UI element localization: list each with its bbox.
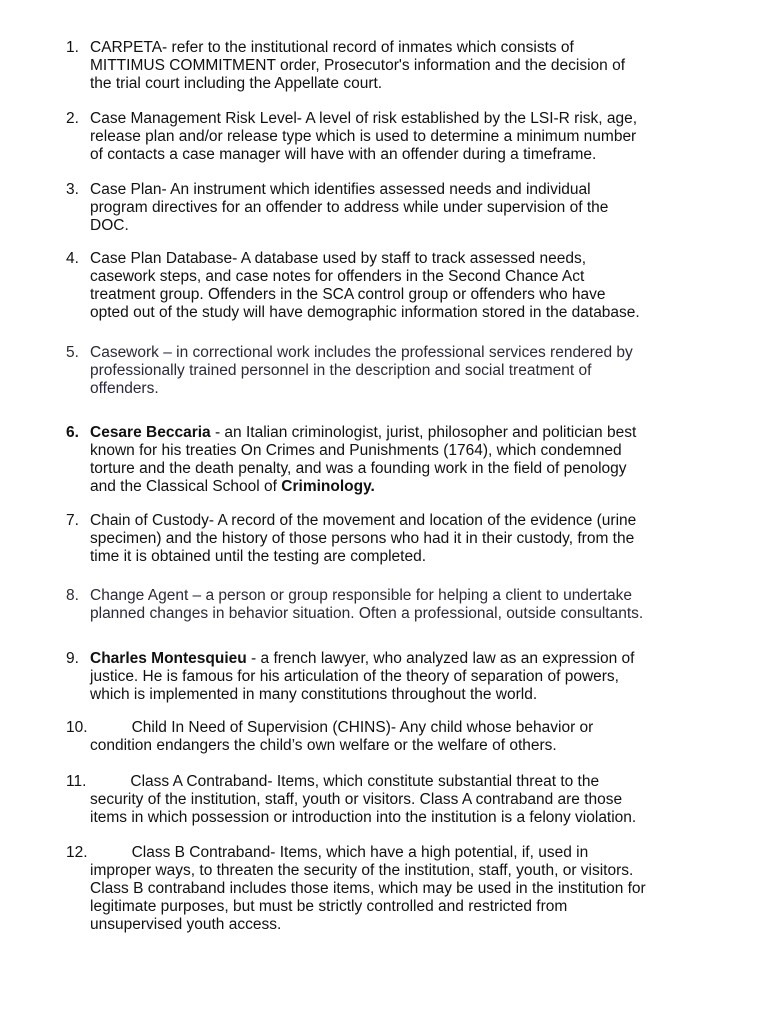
text-line: [90, 650, 734, 668]
list-item: [66, 650, 734, 704]
text-line: program directives for an offender to address while under supervision of the: [90, 199, 609, 216]
text-line: planned changes in behavior situation. Often a professional, outside consultants.: [90, 605, 644, 622]
text-line: Change Agent – a person or group responsible for helping a client to undertake: [90, 587, 633, 604]
text-line: professionally trained personnel in the description and social treatment of: [90, 362, 592, 379]
text-line: Casework – in correctional work includes the professional services rendered by: [90, 344, 633, 361]
text-line: casework steps, and case notes for offenders in the Second Chance Act: [90, 268, 585, 285]
definition-text: and the Classical School of: [90, 478, 282, 495]
item-text: [90, 39, 734, 93]
text-line: justice. He is famous for his articulation of the theory of separation of powers,: [90, 668, 619, 685]
item-number: 3.: [66, 181, 79, 198]
item-number: 7.: [66, 512, 79, 529]
bold-term: Criminology.: [281, 478, 375, 495]
text-line: unsupervised youth access.: [90, 916, 282, 933]
list-item: [66, 773, 734, 827]
list-item: [66, 39, 734, 93]
text-line: condition endangers the child’s own welfare or the welfare of others.: [90, 737, 557, 754]
definition-text: Class B Contraband- Items, which have a high potential, if, used in: [131, 844, 589, 861]
list-item: [66, 110, 734, 164]
text-line: CARPETA- refer to the institutional record of inmates which consists of: [90, 39, 574, 56]
item-text: [90, 512, 734, 566]
text-line: torture and the death penalty, and was a founding work in the field of penology: [90, 460, 627, 477]
definition-text: - an Italian criminologist, jurist, philosopher and politician best: [210, 424, 637, 441]
text-line: MITTIMUS COMMITMENT order, Prosecutor's information and the decision of: [90, 57, 626, 74]
item-text: [90, 181, 734, 235]
text-line: [90, 478, 734, 496]
text-line: Class B contraband includes those items, which may be used in the institution for: [90, 880, 646, 897]
text-line: Case Plan- An instrument which identifies assessed needs and individual: [90, 181, 591, 198]
text-line: [66, 719, 734, 737]
text-line: which is implemented in many constitutions throughout the world.: [90, 686, 538, 703]
text-line: DOC.: [90, 217, 129, 234]
text-line: security of the institution, staff, youth or visitors. Class A contraband are those: [90, 791, 623, 808]
list-item: [66, 424, 734, 496]
item-number: 6.: [66, 424, 79, 441]
item-text: [90, 250, 734, 322]
text-line: the trial court including the Appellate court.: [90, 75, 383, 92]
list-item: [66, 587, 734, 623]
text-line: release plan and/or release type which is used to determine a minimum number: [90, 128, 637, 145]
text-line: [66, 844, 734, 862]
item-text: [90, 424, 734, 496]
definition-text: Child In Need of Supervision (CHINS)- Any child whose behavior or: [131, 719, 594, 736]
list-item: [66, 844, 734, 934]
text-line: items in which possession or introduction into the institution is a felony violation.: [90, 809, 637, 826]
text-line: improper ways, to threaten the security of the institution, staff, youth, or visitors.: [90, 862, 634, 879]
term-name: Cesare Beccaria: [90, 424, 211, 441]
item-text: [90, 650, 734, 704]
list-item: [66, 181, 734, 235]
definition-text: - a french lawyer, who analyzed law as an expression of: [246, 650, 635, 667]
list-item: [66, 344, 734, 398]
text-line: time it is obtained until the testing are completed.: [90, 548, 427, 565]
text-line: Case Management Risk Level- A level of risk established by the LSI-R risk, age,: [90, 110, 638, 127]
item-number: 12.: [66, 844, 88, 861]
item-number: 10.: [66, 719, 88, 736]
item-number: 9.: [66, 650, 79, 667]
item-number: 2.: [66, 110, 79, 127]
list-item: [66, 250, 734, 322]
text-line: specimen) and the history of those persons who had it in their custody, from the: [90, 530, 635, 547]
text-line: known for his treaties On Crimes and Punishments (1764), which condemned: [90, 442, 622, 459]
text-line: offenders.: [90, 380, 159, 397]
text-line: Case Plan Database- A database used by staff to track assessed needs,: [90, 250, 587, 267]
term-name: Charles Montesquieu: [90, 650, 247, 667]
text-line: Chain of Custody- A record of the movement and location of the evidence (urine: [90, 512, 637, 529]
list-item: [66, 719, 734, 755]
text-line: treatment group. Offenders in the SCA control group or offenders who have: [90, 286, 606, 303]
text-line: opted out of the study will have demographic information stored in the database.: [90, 304, 640, 321]
list-item: [66, 512, 734, 566]
text-line: legitimate purposes, but must be strictly controlled and restricted from: [90, 898, 568, 915]
item-text: [90, 344, 734, 398]
definition-text: Class A Contraband- Items, which constitute substantial threat to the: [130, 773, 600, 790]
text-line: [66, 773, 734, 791]
item-number: 5.: [66, 344, 79, 361]
text-line: [90, 424, 734, 442]
item-text: [90, 587, 734, 623]
text-line: of contacts a case manager will have with an offender during a timeframe.: [90, 146, 597, 163]
item-number: 8.: [66, 587, 79, 604]
item-number: 1.: [66, 39, 79, 56]
item-text: [90, 110, 734, 164]
item-number: 11.: [66, 773, 87, 790]
item-number: 4.: [66, 250, 79, 267]
